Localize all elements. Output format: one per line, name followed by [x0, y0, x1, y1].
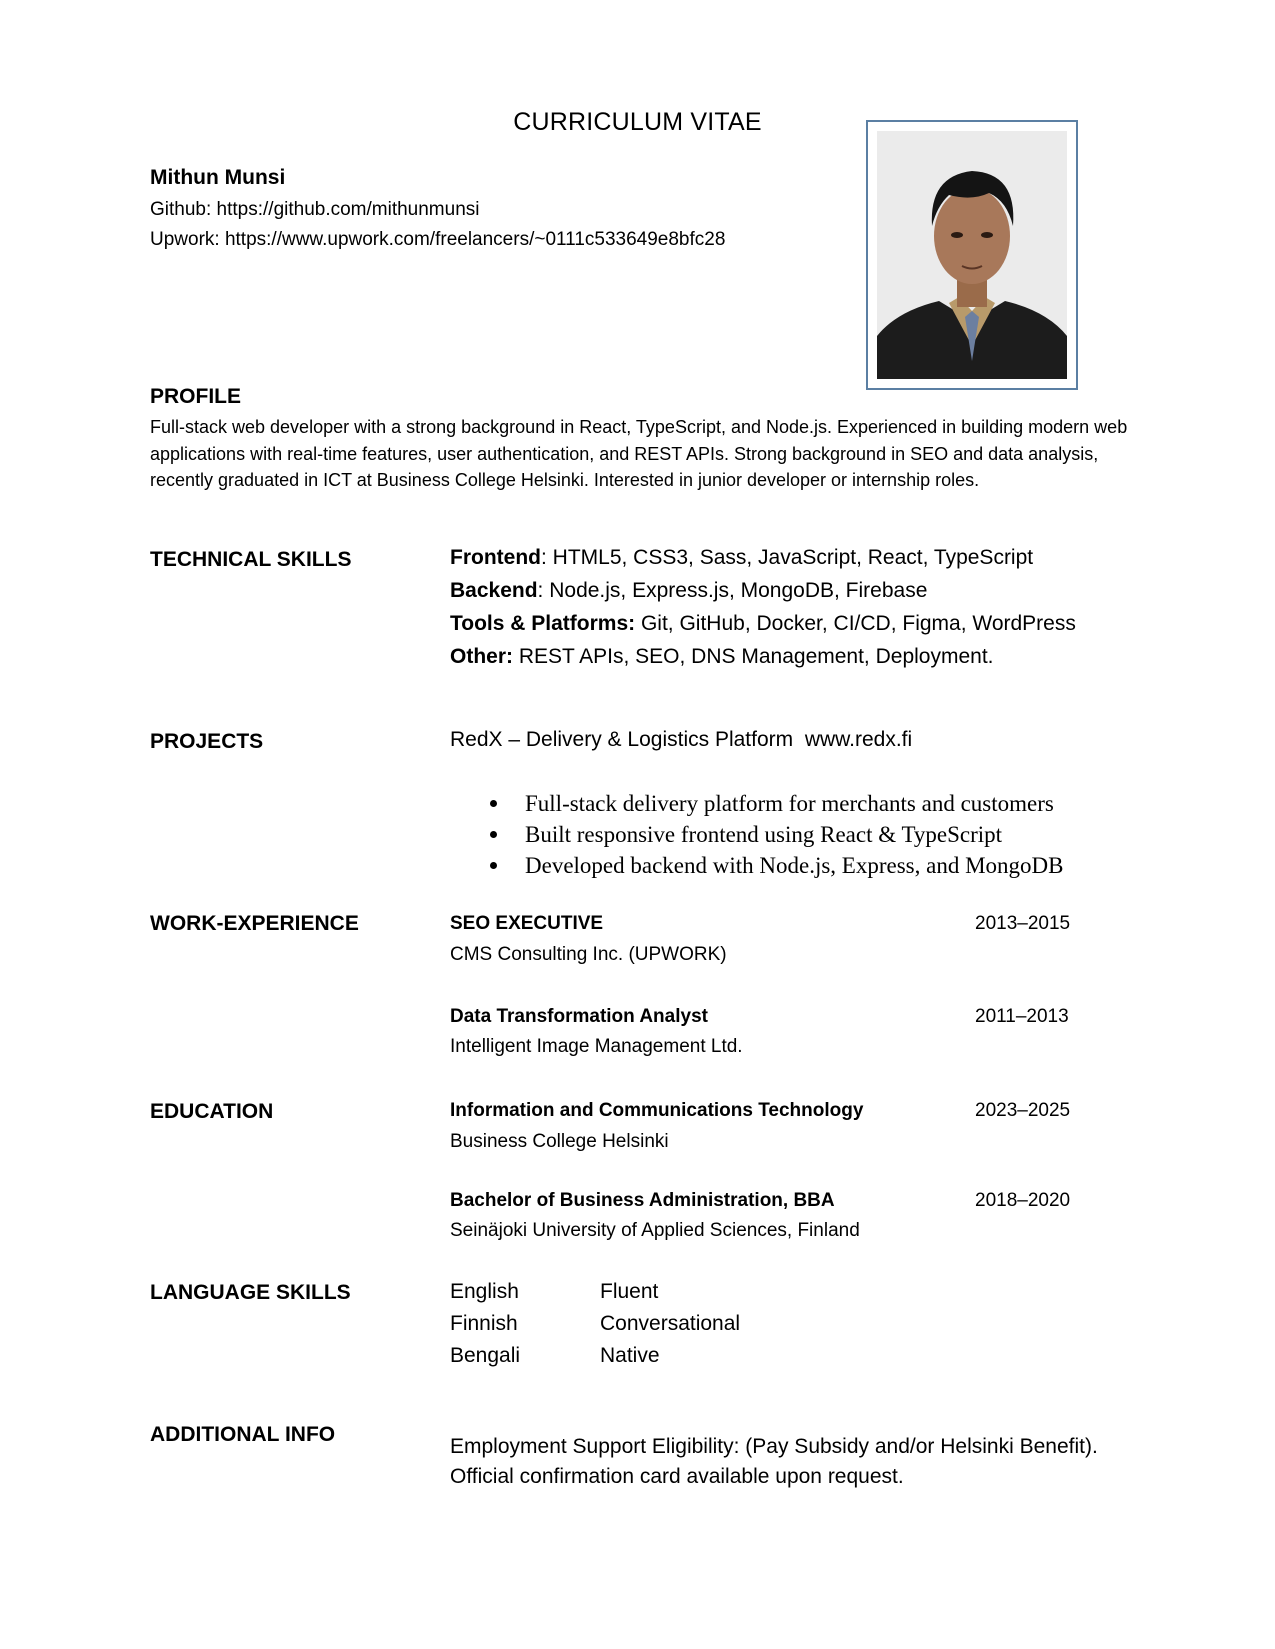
job-organization: Intelligent Image Management Ltd. — [450, 1036, 743, 1057]
candidate-name: Mithun Munsi — [150, 166, 286, 189]
education-heading: EDUCATION — [150, 1100, 274, 1123]
school-name: Seinäjoki University of Applied Sciences, Finland — [450, 1220, 860, 1241]
profile-summary: Full-stack web developer with a strong background in React, TypeScript, and Node.js. Experienced in building modern web applications with real-time features, user authentication, and REST APIs. Strong background in SEO and data analysis, recently graduated in ICT at Business College Helsinki. Interested in junior developer or internship roles. — [150, 417, 1128, 490]
portrait-illustration — [877, 131, 1067, 379]
profile-photo — [877, 131, 1067, 379]
language-name: English — [450, 1280, 519, 1303]
upwork-link[interactable]: Upwork: https://www.upwork.com/freelancers/~0111c533649e8bfc28 — [150, 229, 726, 250]
github-link[interactable]: Github: https://github.com/mithunmunsi — [150, 199, 480, 220]
profile-photo-frame — [866, 120, 1078, 390]
projects-heading: PROJECTS — [150, 730, 264, 753]
degree-title: Information and Communications Technology — [450, 1100, 864, 1121]
project-url[interactable]: www.redx.fi — [804, 728, 913, 751]
technical-skills-heading: TECHNICAL SKILLS — [150, 548, 352, 571]
job-years: 2011–2013 — [975, 1006, 1069, 1027]
language-name: Finnish — [450, 1312, 518, 1335]
additional-info-heading: ADDITIONAL INFO — [150, 1423, 336, 1446]
job-organization: CMS Consulting Inc. (UPWORK) — [450, 944, 727, 965]
language-name: Bengali — [450, 1344, 521, 1367]
skill-line-tools: Tools & Platforms: Git, GitHub, Docker, CI/CD, Figma, WordPress — [450, 612, 1076, 635]
job-role: Data Transformation Analyst — [450, 1006, 708, 1027]
language-level: Fluent — [600, 1280, 659, 1303]
additional-info-text: Employment Support Eligibility: (Pay Subsidy and/or Helsinki Benefit). Official confirmation card available upon request. — [450, 1435, 1098, 1488]
school-name: Business College Helsinki — [450, 1131, 669, 1152]
skill-line-frontend: Frontend: HTML5, CSS3, Sass, JavaScript, React, TypeScript — [450, 546, 1034, 569]
profile-heading: PROFILE — [150, 385, 242, 408]
job-role: SEO EXECUTIVE — [450, 913, 604, 934]
degree-title: Bachelor of Business Administration, BBA — [450, 1190, 835, 1211]
job-years: 2013–2015 — [975, 913, 1071, 934]
degree-years: 2018–2020 — [975, 1190, 1071, 1211]
list-item: Developed backend with Node.js, Express, and MongoDB — [490, 850, 1063, 881]
document-title: CURRICULUM VITAE — [513, 108, 762, 136]
language-level: Native — [600, 1344, 660, 1367]
skill-line-other: Other: REST APIs, SEO, DNS Management, Deployment. — [450, 645, 994, 668]
project-bullets — [490, 788, 1063, 881]
degree-years: 2023–2025 — [975, 1100, 1071, 1121]
skill-line-backend: Backend: Node.js, Express.js, MongoDB, Firebase — [450, 579, 928, 602]
list-item: Full-stack delivery platform for merchants and customers — [490, 788, 1063, 819]
work-experience-heading: WORK-EXPERIENCE — [150, 912, 359, 935]
language-level: Conversational — [600, 1312, 741, 1335]
project-title: RedX – Delivery & Logistics Platform www.redx.fi — [450, 728, 913, 751]
language-skills-heading: LANGUAGE SKILLS — [150, 1281, 351, 1304]
list-item: Built responsive frontend using React & TypeScript — [490, 819, 1063, 850]
